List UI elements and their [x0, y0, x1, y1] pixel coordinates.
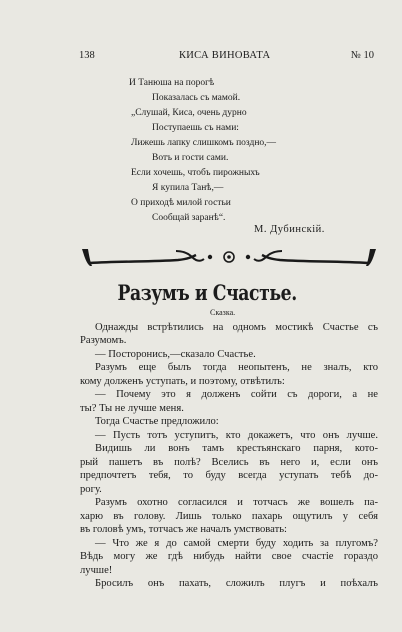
- poem-line: Лижешь лапку слишкомъ поздно,—: [131, 138, 277, 148]
- text-line: предпочтетъ тебя, то буду всегда уступать тебѣ до-: [80, 470, 378, 481]
- text-line: Тогда Счастье предложило:: [95, 416, 219, 427]
- running-title: КИСА ВИНОВАТА: [179, 50, 271, 61]
- text-line: Видишь ли вонъ тамъ крестьянскаго парня, кото-: [95, 443, 378, 454]
- page-number: 138: [79, 50, 95, 61]
- poem-line: Сообщай заранѣ“.: [152, 213, 226, 223]
- text-line: — Посторонись,—сказало Счастье.: [95, 349, 256, 360]
- running-header: [79, 50, 374, 64]
- poem-line: Если хочешь, чтобъ пирожныхъ: [131, 168, 260, 178]
- text-line: въ головѣ умъ, тотчасъ же началъ умствовать:: [80, 524, 287, 535]
- text-line: Разумомъ.: [80, 335, 127, 346]
- ornament-divider: [80, 245, 378, 269]
- poem-line: Вотъ и гости сами.: [152, 153, 229, 163]
- poem-line: Показалась съ мамой.: [152, 93, 241, 103]
- text-line: ты? Ты не лучше меня.: [80, 403, 184, 414]
- issue-number: № 10: [350, 50, 374, 61]
- poem-line: „Слушай, Киса, очень дурно: [131, 108, 247, 118]
- story-subtitle: Сказка.: [210, 308, 236, 317]
- text-line: Бросилъ онъ пахать, сложилъ плугъ и поѣхалъ: [95, 578, 378, 589]
- story-title: Разумъ и Счастье.: [117, 280, 297, 305]
- poem-line: Поступаешь съ нами:: [152, 123, 239, 133]
- text-line: Разумъ еще былъ тогда неопытенъ, не зналъ, кто: [95, 362, 378, 373]
- poem-line: Я купила Танѣ,—: [152, 183, 224, 193]
- text-line: — Почему это я долженъ сойти съ дороги, а не: [95, 389, 378, 400]
- poem-line: О приходѣ милой гостьи: [131, 198, 231, 208]
- poem-line: И Танюша на порогѣ: [129, 78, 215, 88]
- text-line: кому долженъ уступать, и поэтому, отвѣтилъ:: [80, 376, 285, 387]
- text-line: Вѣдь могу же гдѣ нибудь найти свое счастіе гораздо: [80, 551, 378, 562]
- text-line: рогу.: [80, 484, 102, 495]
- text-line: — Что же я до самой смерти буду ходить за плугомъ?: [95, 538, 378, 549]
- text-line: — Пусть тотъ уступитъ, кто докажетъ, что онъ лучше.: [95, 430, 378, 441]
- text-line: рый пашетъ въ полѣ? Вселись въ него и, если онъ: [80, 457, 378, 468]
- poem-signature: М. Дубинскій.: [254, 224, 325, 235]
- text-line: лучше!: [80, 565, 113, 576]
- text-line: Однажды встрѣтились на одномъ мостикѣ Счастье съ: [95, 322, 378, 333]
- text-line: харю въ голову. Лишь только пахарь ощутилъ у себя: [80, 511, 378, 522]
- text-line: Разумъ охотно согласился и тотчасъ же вошелъ па-: [95, 497, 378, 508]
